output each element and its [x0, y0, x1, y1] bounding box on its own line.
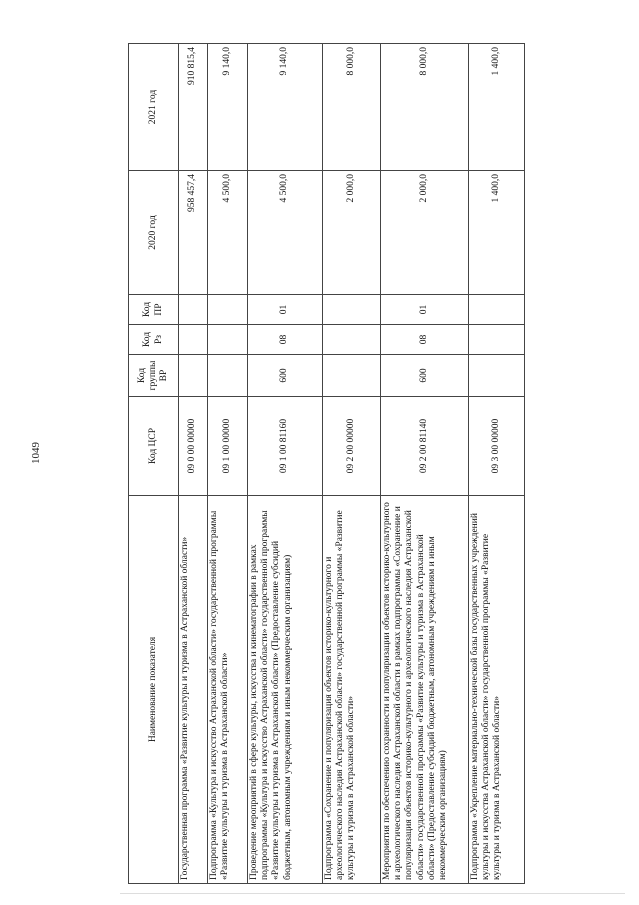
row-csr: 09 1 00 00000	[208, 397, 248, 496]
row-2020: 1 400,0	[469, 171, 525, 295]
row-rz: 08	[248, 325, 323, 355]
row-rz	[469, 325, 525, 355]
table-row	[469, 44, 525, 884]
header-csr: Код ЦСР	[129, 397, 179, 496]
row-2020: 2 000,0	[381, 171, 469, 295]
row-2021: 1 400,0	[469, 44, 525, 171]
budget-table	[128, 43, 525, 884]
row-vr	[323, 355, 381, 397]
header-2021: 2021 год	[129, 44, 179, 171]
row-csr: 09 0 00 00000	[179, 397, 208, 496]
row-pr: 01	[248, 295, 323, 325]
row-name: Подпрограмма «Культура и искусство Астраханской области» государственной программы «Развитие культуры и туризма в Астраханской области»	[208, 496, 248, 884]
row-2021: 9 140,0	[208, 44, 248, 171]
row-2020: 2 000,0	[323, 171, 381, 295]
row-vr: 600	[381, 355, 469, 397]
header-pr: Код ПР	[129, 295, 179, 325]
row-vr	[208, 355, 248, 397]
row-name: Подпрограмма «Сохранение и популяризация объектов историко-культурного и археологического наследия Астраханской области» государственной программы «Развитие культуры и туризма в Астраханской области»	[323, 496, 381, 884]
header-vr: Код группы ВР	[129, 355, 179, 397]
row-rz	[179, 325, 208, 355]
row-name: Проведение мероприятий в сфере культуры, искусства и кинематографии в рамках подпрограммы «Культура и искусство Астраханской области» государственной программы «Развитие культуры и туризма в Астраханской области» (Предоставление субсидий бюджетным, автономным учреждениям и иным некоммерческим организациям)	[248, 496, 323, 884]
row-pr	[469, 295, 525, 325]
row-csr: 09 3 00 00000	[469, 397, 525, 496]
row-pr	[208, 295, 248, 325]
table-row	[208, 44, 248, 884]
row-pr	[323, 295, 381, 325]
row-csr: 09 2 00 00000	[323, 397, 381, 496]
table-row	[179, 44, 208, 884]
row-csr: 09 1 00 81160	[248, 397, 323, 496]
row-2021: 9 140,0	[248, 44, 323, 171]
table-header-row	[129, 44, 179, 884]
row-csr: 09 2 00 81140	[381, 397, 469, 496]
page-number: 1049	[30, 442, 42, 464]
rotated-table-canvas	[128, 44, 503, 884]
row-2021: 910 815,4	[179, 44, 208, 171]
header-2020: 2020 год	[129, 171, 179, 295]
row-pr	[179, 295, 208, 325]
row-2021: 8 000,0	[381, 44, 469, 171]
row-2020: 4 500,0	[248, 171, 323, 295]
row-pr: 01	[381, 295, 469, 325]
table-row	[323, 44, 381, 884]
row-name: Подпрограмма «Укрепление материально-технической базы государственных учреждений культуры и искусства Астраханской области» государственной программы «Развитие культуры и туризма в Астраханской области»	[469, 496, 525, 884]
row-name: Мероприятия по обеспечению сохранности и популяризации объектов историко-культурного и археологического наследия Астраханской области в рамках подпрограммы «Сохранение и популяризация объектов историко-культурного и археологического наследия Астраханской области» государственной программы «Развитие культуры и туризма в Астраханской области» (Предоставление субсидий бюджетным, автономным учреждениям и иным некоммерческим организациям)	[381, 496, 469, 884]
table-row	[248, 44, 323, 884]
row-2020: 4 500,0	[208, 171, 248, 295]
row-vr: 600	[248, 355, 323, 397]
row-2020: 958 457,4	[179, 171, 208, 295]
row-vr	[469, 355, 525, 397]
header-name: Наименование показателя	[129, 496, 179, 884]
row-rz	[208, 325, 248, 355]
row-rz: 08	[381, 325, 469, 355]
rotated-table-frame	[128, 44, 503, 884]
header-rz: Код Рз	[129, 325, 179, 355]
scan-edge-line	[120, 893, 625, 894]
row-vr	[179, 355, 208, 397]
row-rz	[323, 325, 381, 355]
row-2021: 8 000,0	[323, 44, 381, 171]
table-row	[381, 44, 469, 884]
row-name: Государственная программа «Развитие культуры и туризма в Астраханской области»	[179, 496, 208, 884]
